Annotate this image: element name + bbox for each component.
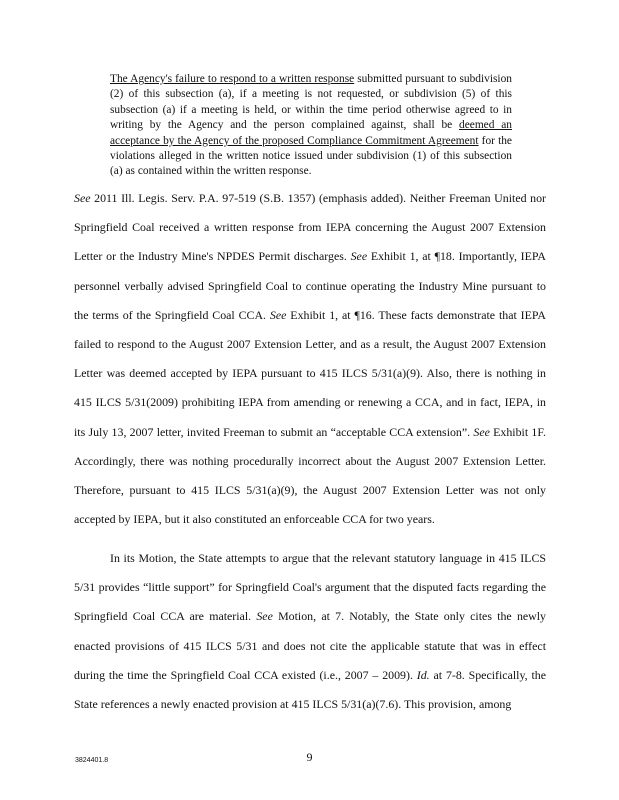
paragraph-1-text-2: Exhibit 1, at ¶18. Importantly, IEPA personnel verbally advised Springfield Coal to continue operating the Industry Mine pursuant to the terms of the Springfield Coal CCA. — [74, 249, 547, 322]
paragraph-2-text-1: In its Motion, the State attempts to argue that the relevant statutory language in 415 ILCS 5/31 provides “little support” for Springfield Coal's argument that the disputed facts regarding the Springfield Coal CCA are material. — [74, 551, 546, 624]
paragraph-1 — [74, 184, 546, 534]
quote-text-2: for the violations alleged in the written notice issued under subdivision (1) of this subsection (a) as contained within the written response. — [110, 134, 512, 178]
paragraph-2 — [74, 544, 546, 719]
see-signal: See — [350, 249, 368, 264]
paragraph-2-text-2: Motion, at 7. Notably, the State only cites the newly enacted provisions of 415 ILCS 5/31 and does not cite the applicable statute that was in effect during the time the Springfield Coal CCA existed (i.e., 2007 – 2009). — [74, 609, 546, 682]
see-signal: See — [473, 424, 490, 439]
block-quote-text — [110, 72, 512, 180]
paragraph-1-text-4: Exhibit 1F. Accordingly, there was nothing procedurally incorrect about the August 2007 Extension Letter. Therefore, pursuant to 415 ILCS 5/31(a)(9), the August 2007 Extension Letter was not only accepted by IEPA, but it also constituted an enforceable CCA for two years. — [74, 424, 546, 527]
paragraph-2-text-3: at 7-8. Specifically, the State references a newly enacted provision at 415 ILCS 5/31(a)(7.6). This provision, among — [74, 667, 546, 712]
page-number: 9 — [306, 750, 313, 764]
paragraph-1-text-1: 2011 Ill. Legis. Serv. P.A. 97-519 (S.B. 1357) (emphasis added). Neither Freeman United nor Springfield Coal received a written response from IEPA concerning the August 2007 Extension Letter or the Industry Mine's NPDES Permit discharges. — [74, 191, 546, 264]
see-signal: See — [74, 191, 91, 205]
see-signal: See — [269, 307, 287, 322]
see-signal: See — [256, 609, 273, 624]
block-quote — [110, 72, 512, 180]
quote-text-1: submitted pursuant to subdivision (2) of this subsection (a), if a meeting is not requested, or subdivision (5) of this subsection (a) if a meeting is held, or within the time period otherwise agreed to in writing by the Agency and the person complained against, shall be — [110, 73, 512, 132]
document-id: 3824401.8 — [75, 757, 109, 764]
id-signal: Id. — [416, 667, 430, 682]
quote-underlined-2: deemed an acceptance by the Agency of the proposed Compliance Commitment Agreement — [110, 119, 512, 147]
quote-underlined-1: The Agency's failure to respond to a written response — [110, 73, 355, 85]
paragraph-1-text-3: Exhibit 1, at ¶16. These facts demonstrate that IEPA failed to respond to the August 2007 Extension Letter, and as a result, the August 2007 Extension Letter was deemed accepted by IEPA pursuant to 415 ILCS 5/31(a)(9). Also, there is nothing in 415 ILCS 5/31(2009) prohibiting IEPA from amending or renewing a CCA, and in fact, IEPA, in its July 13, 2007 letter, invited Freeman to submit an “acceptable CCA extension”. — [74, 307, 546, 439]
